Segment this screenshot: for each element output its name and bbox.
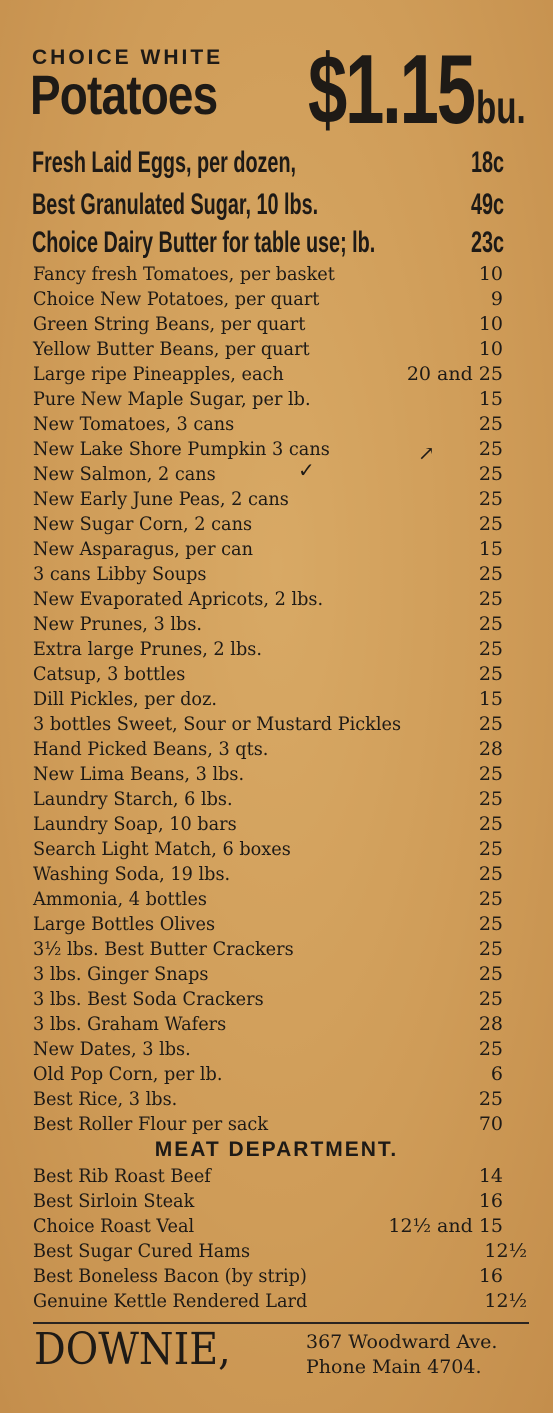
item-name: Best Sugar Cured Hams — [33, 1240, 251, 1262]
featured-item — [32, 226, 504, 260]
grocery-item — [33, 462, 503, 487]
item-price: 25 — [478, 438, 503, 460]
item-name: Extra large Prunes, 2 lbs. — [33, 638, 262, 660]
grocery-item — [33, 887, 503, 912]
item-price: 25 — [478, 663, 503, 685]
item-price: 25 — [478, 1088, 503, 1110]
item-price: 6 — [490, 1063, 503, 1085]
grocery-item — [33, 712, 503, 737]
item-name: Best Boneless Bacon (by strip) — [33, 1265, 307, 1287]
meat-item — [33, 1164, 503, 1189]
meat-item — [33, 1239, 527, 1264]
item-name: New Evaporated Apricots, 2 lbs. — [33, 588, 324, 610]
item-price: 28 — [478, 738, 503, 760]
grocery-item — [33, 987, 503, 1012]
potatoes-price: $1.15 — [308, 34, 474, 144]
grocery-item — [33, 537, 503, 562]
item-name: 3½ lbs. Best Butter Crackers — [33, 938, 294, 960]
item-price: 25 — [478, 763, 503, 785]
grocery-item — [33, 687, 503, 712]
meat-item — [33, 1214, 503, 1239]
grocery-item — [33, 612, 503, 637]
grocery-item — [33, 962, 503, 987]
item-name: Laundry Starch, 6 lbs. — [33, 788, 233, 810]
item-price: 25 — [478, 813, 503, 835]
grocery-item — [33, 262, 503, 287]
item-price: 16 — [478, 1265, 503, 1287]
item-price: 28 — [478, 1013, 503, 1035]
item-price: 15 — [478, 388, 503, 410]
grocery-item — [33, 762, 503, 787]
item-name: Best Rice, 3 lbs. — [33, 1088, 178, 1110]
item-name: Hand Picked Beans, 3 qts. — [33, 738, 269, 760]
item-price: 25 — [478, 563, 503, 585]
item-price: 10 — [478, 313, 503, 335]
item-price: 12½ — [484, 1240, 527, 1262]
store-phone: Phone Main 4704. — [306, 1356, 482, 1378]
item-price: 12½ — [484, 1290, 527, 1312]
featured-item-price: 23c — [470, 226, 504, 259]
item-name: Laundry Soap, 10 bars — [33, 813, 237, 835]
item-name: Washing Soda, 19 lbs. — [33, 863, 231, 885]
item-name: Yellow Butter Beans, per quart — [33, 338, 310, 360]
item-name: New Prunes, 3 lbs. — [33, 613, 203, 635]
grocery-item — [33, 637, 503, 662]
featured-item — [32, 188, 504, 222]
item-price: 70 — [478, 1113, 503, 1135]
grocery-item — [33, 312, 503, 337]
item-name: Fancy fresh Tomatoes, per basket — [33, 263, 335, 285]
grocery-item — [33, 487, 503, 512]
check-mark-icon: ✓ — [298, 458, 315, 482]
item-price: 25 — [478, 913, 503, 935]
item-price: 25 — [478, 863, 503, 885]
grocery-item — [33, 387, 503, 412]
item-name: Ammonia, 4 bottles — [33, 888, 207, 910]
item-name: 3 bottles Sweet, Sour or Mustard Pickles — [33, 713, 402, 735]
item-name: 3 lbs. Graham Wafers — [33, 1013, 227, 1035]
featured-item-price: 18c — [470, 146, 504, 179]
grocery-item — [33, 737, 503, 762]
grocery-item — [33, 912, 503, 937]
item-price: 15 — [478, 688, 503, 710]
item-name: Dill Pickles, per doz. — [33, 688, 218, 710]
potatoes-unit: bu. — [476, 81, 526, 133]
item-name: Best Rib Roast Beef — [33, 1165, 211, 1187]
item-name: New Lima Beans, 3 lbs. — [33, 763, 245, 785]
item-price: 25 — [478, 613, 503, 635]
store-address: 367 Woodward Ave. — [306, 1331, 498, 1353]
item-name: Old Pop Corn, per lb. — [33, 1063, 223, 1085]
grocery-item — [33, 1012, 503, 1037]
grocery-item — [33, 412, 503, 437]
item-name: New Early June Peas, 2 cans — [33, 488, 289, 510]
item-name: Genuine Kettle Rendered Lard — [33, 1290, 308, 1312]
featured-item-price: 49c — [470, 188, 504, 221]
featured-item-name: Choice Dairy Butter for table use; lb. — [32, 226, 376, 259]
item-name: Large Bottles Olives — [33, 913, 216, 935]
item-price: 25 — [478, 1038, 503, 1060]
meat-item — [33, 1289, 527, 1314]
item-price: 25 — [478, 463, 503, 485]
grocery-item — [33, 287, 503, 312]
item-price: 9 — [490, 288, 503, 310]
item-name: Search Light Match, 6 boxes — [33, 838, 291, 860]
grocery-item — [33, 662, 503, 687]
item-name: New Lake Shore Pumpkin 3 cans — [33, 438, 330, 460]
item-name: New Salmon, 2 cans — [33, 463, 216, 485]
meat-item — [33, 1189, 503, 1214]
item-name: Pure New Maple Sugar, per lb. — [33, 388, 311, 410]
grocery-item — [33, 362, 503, 387]
item-name: 3 lbs. Best Soda Crackers — [33, 988, 264, 1010]
featured-item — [32, 146, 504, 180]
grocery-item — [33, 837, 503, 862]
grocery-item — [33, 812, 503, 837]
item-price: 14 — [478, 1165, 503, 1187]
item-name: Choice Roast Veal — [33, 1215, 195, 1237]
item-price: 25 — [478, 588, 503, 610]
item-price: 25 — [478, 713, 503, 735]
store-name: DOWNIE, — [34, 1324, 231, 1375]
item-name: Best Roller Flour per sack — [33, 1113, 269, 1135]
item-price: 20 and 25 — [406, 363, 503, 385]
item-name: 3 cans Libby Soups — [33, 563, 207, 585]
item-price: 25 — [478, 413, 503, 435]
item-price: 25 — [478, 788, 503, 810]
featured-item-name: Best Granulated Sugar, 10 lbs. — [32, 188, 319, 221]
grocery-item — [33, 1037, 503, 1062]
potatoes-grade-label: CHOICE WHITE — [32, 46, 224, 69]
item-price: 25 — [478, 888, 503, 910]
item-name: New Asparagus, per can — [33, 538, 253, 560]
item-name: Catsup, 3 bottles — [33, 663, 186, 685]
item-name: Choice New Potatoes, per quart — [33, 288, 320, 310]
item-name: Best Sirloin Steak — [33, 1190, 195, 1212]
item-name: New Dates, 3 lbs. — [33, 1038, 191, 1060]
item-name: New Sugar Corn, 2 cans — [33, 513, 253, 535]
item-name: Large ripe Pineapples, each — [33, 363, 284, 385]
item-price: 25 — [478, 638, 503, 660]
grocery-item — [33, 337, 503, 362]
item-price: 25 — [478, 988, 503, 1010]
grocery-item — [33, 1062, 503, 1087]
item-price: 25 — [478, 938, 503, 960]
grocery-item — [33, 787, 503, 812]
item-price: 10 — [478, 263, 503, 285]
grocery-item — [33, 1087, 503, 1112]
potatoes-title: Potatoes — [30, 63, 218, 126]
meat-item — [33, 1264, 503, 1289]
pencil-mark-icon: ↗ — [418, 441, 435, 465]
grocery-item — [33, 937, 503, 962]
grocery-item — [33, 587, 503, 612]
grocery-item — [33, 1112, 503, 1137]
grocery-item — [33, 862, 503, 887]
item-price: 12½ and 15 — [388, 1215, 503, 1237]
item-price: 25 — [478, 838, 503, 860]
item-name: New Tomatoes, 3 cans — [33, 413, 235, 435]
grocery-item — [33, 512, 503, 537]
item-price: 25 — [478, 488, 503, 510]
item-price: 15 — [478, 538, 503, 560]
item-price: 25 — [478, 513, 503, 535]
item-price: 25 — [478, 963, 503, 985]
item-name: 3 lbs. Ginger Snaps — [33, 963, 209, 985]
item-price: 10 — [478, 338, 503, 360]
item-name: Green String Beans, per quart — [33, 313, 306, 335]
item-price: 16 — [478, 1190, 503, 1212]
meat-department-heading: MEAT DEPARTMENT. — [154, 1138, 399, 1161]
grocery-item — [33, 562, 503, 587]
featured-item-name: Fresh Laid Eggs, per dozen, — [32, 146, 297, 179]
